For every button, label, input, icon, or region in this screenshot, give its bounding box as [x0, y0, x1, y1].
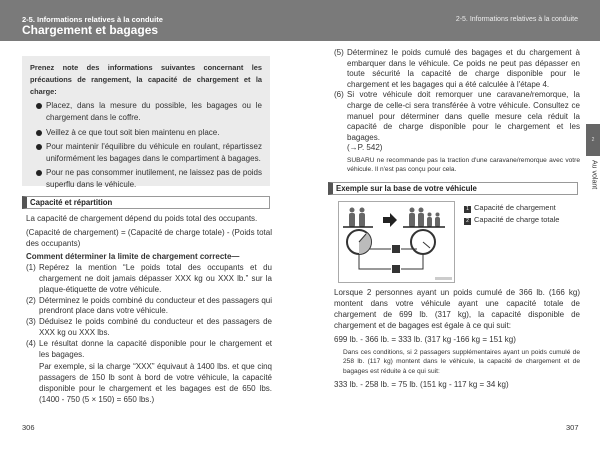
page-number-right: 307 [566, 423, 579, 432]
bullet-item: Pour ne pas consommer inutilement, ne laissez pas de poids superflu dans le véhicule. [30, 167, 262, 190]
paragraph: Lorsque 2 personnes ayant un poids cumulé de 366 lb. (166 kg) montent dans votre véhicule ayant une capacité totale de chargement de 699 lb. (317 kg), la capacité disponible de chargement et de bagages est égale à ce qui suit: [334, 288, 580, 330]
note-intro: Prenez note des informations suivantes concernant les précautions de rangement, la capacité de chargement et la charge: [30, 63, 262, 96]
paragraph: La capacité de chargement dépend du poids total des occupants. [26, 214, 258, 223]
chapter-tab-label: Au volant [590, 160, 598, 190]
right-section-label: 2-5. Informations relatives à la conduite [455, 16, 578, 23]
legend-item: 2 Capacité de charge totale [464, 214, 559, 226]
load-capacity-illustration [338, 201, 455, 283]
bullet-icon [36, 103, 42, 109]
section-heading: Exemple sur la base de votre véhicule [328, 182, 578, 195]
page-number-left: 306 [22, 423, 35, 432]
step-item: (3) Déduisez le poids combiné du conducteur et des passagers de XXX kg ou XXX lbs. [26, 317, 272, 337]
callout-badge: 1 [464, 206, 471, 213]
subaru-note: SUBARU ne recommande pas la traction d'une caravane/remorque avec votre véhicule. Il n'est pas conçu pour cela. [347, 156, 580, 174]
page-header [0, 0, 600, 41]
section-label: 2-5. Informations relatives à la conduite [22, 15, 163, 24]
legend-item: 1 Capacité de chargement [464, 202, 556, 214]
example-body [334, 287, 580, 390]
bullet-icon [36, 170, 42, 176]
page-reference-link[interactable]: (→P. 542) [347, 143, 383, 153]
page-title: Chargement et bagages [22, 23, 159, 37]
paragraph: Dans ces conditions, si 2 passagers supplémentaires ayant un poids cumulé de 258 lb. (117 kg) montent dans le véhicule, la capacité de chargement et de bagages est réduite à ce qui suit: [343, 349, 580, 375]
figure-graphic [339, 202, 454, 282]
step-item: (5) Déterminez le poids cumulé des bagages et du chargement à embarquer dans le véhicule. Ce poids ne peut pas dépasser en toute sécurité la capacité de charge disponible pour le chargement et les bagages qui a été calculée à l'étape 4. [334, 48, 580, 89]
example-text: Par exemple, si la charge “XXX” équivaut à 1400 lbs. et que cinq passagers de 150 lb sont à bord de votre véhicule, la capacité disponible pour le chargement et les bagages est de 650 lbs. (1400 - 750 (5 × 150) = 650 lbs.) [39, 362, 272, 404]
subheading: Comment déterminer la limite de chargement correcte— [26, 252, 240, 262]
chapter-tab[interactable]: 2 [586, 124, 600, 156]
formula: (Capacité de chargement) = (Capacité de charge totale) - (Poids total des occupants) [26, 227, 272, 248]
note-box [22, 56, 270, 189]
calculation: 333 lb. - 258 lb. = 75 lb. (151 kg - 117 kg = 34 kg) [334, 380, 509, 390]
bullet-icon [36, 144, 42, 150]
calculation: 699 lb. - 366 lb. = 333 lb. (317 kg -166 kg = 151 kg) [334, 335, 516, 344]
step-item: (2) Déterminez le poids combiné du conducteur et des passagers qui prendront place dans votre véhicule. [26, 295, 272, 316]
right-body [334, 48, 580, 175]
callout-badge: 2 [464, 218, 471, 225]
bullet-item: Placez, dans la mesure du possible, les bagages ou le chargement dans le coffre. [30, 100, 262, 123]
step-item: (6) Si votre véhicule doit remorquer une caravane/remorque, la charge de celle-ci sera transférée à votre véhicule. Consultez ce manuel pour déterminer dans quelle mesure cela réduit la capacité de charge disponible pour le chargement et les bagages. [334, 90, 580, 142]
bullet-item: Veillez à ce que tout soit bien maintenu en place. [30, 127, 262, 139]
bullet-item: Pour maintenir l'équilibre du véhicule en roulant, répartissez uniformément les bagages dans le compartiment à bagages. [30, 141, 262, 164]
step-item: (1) Repérez la mention “Le poids total des occupants et du chargement ne doit jamais dépasser XXX kg ou XXX lb.” sur la plaque-étiquette de votre véhicule. [26, 263, 272, 294]
section-heading: Capacité et répartition [22, 196, 270, 209]
left-body [26, 214, 272, 406]
bullet-icon [36, 130, 42, 136]
step-item: (4) Le résultat donne la capacité disponible pour le chargement et les bagages. [26, 338, 272, 359]
